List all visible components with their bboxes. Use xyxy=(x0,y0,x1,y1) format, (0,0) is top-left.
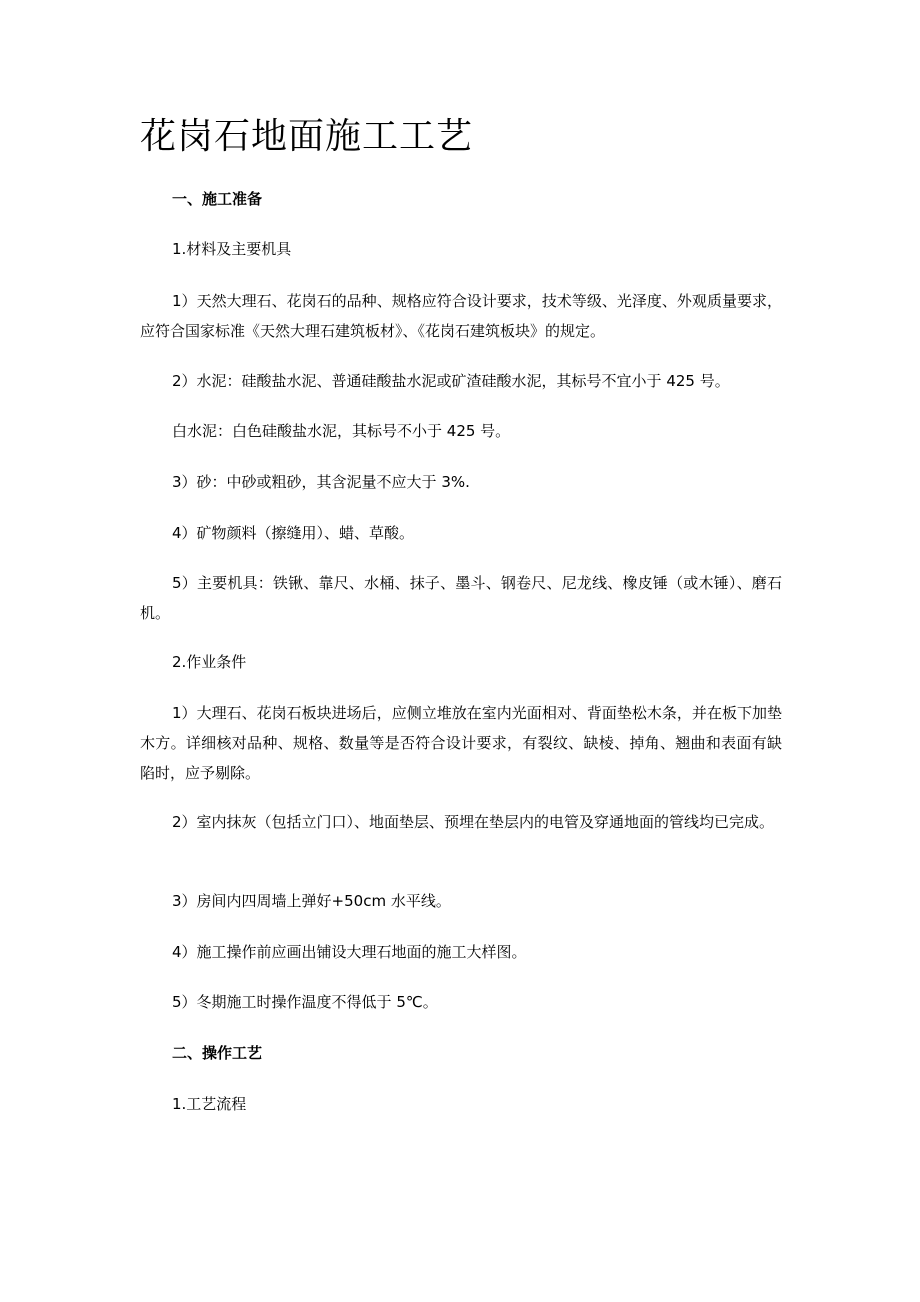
subsection-heading: 1.工艺流程 xyxy=(172,1095,247,1113)
paragraph: 2）水泥：硅酸盐水泥、普通硅酸盐水泥或矿渣硅酸水泥，其标号不宜小于 425 号。 xyxy=(172,372,730,390)
document-title: 花岗石地面施工工艺 xyxy=(140,116,474,157)
paragraph: 3）砂：中砂或粗砂，其含泥量不应大于 3%. xyxy=(172,473,470,491)
paragraph: 5）主要机具：铁锹、靠尺、水桶、抹子、墨斗、钢卷尺、尼龙线、橡皮锤（或木锤）、磨石机。 xyxy=(140,574,782,622)
paragraph: 1）大理石、花岗石板块进场后，应侧立堆放在室内光面相对、背面垫松木条，并在板下加垫木方。详细核对品种、规格、数量等是否符合设计要求，有裂纹、缺棱、掉角、翘曲和表面有缺陷时，应予剔除。 xyxy=(140,704,782,782)
subsection-heading: 2.作业条件 xyxy=(172,653,247,671)
paragraph: 5）冬期施工时操作温度不得低于 5℃。 xyxy=(172,993,438,1011)
paragraph: 4）施工操作前应画出铺设大理石地面的施工大样图。 xyxy=(172,943,527,961)
section-heading: 一、施工准备 xyxy=(172,190,263,208)
subsection-heading: 1.材料及主要机具 xyxy=(172,240,292,258)
paragraph: 白水泥：白色硅酸盐水泥，其标号不小于 425 号。 xyxy=(172,422,511,440)
paragraph: 4）矿物颜料（擦缝用）、蜡、草酸。 xyxy=(172,524,415,542)
paragraph: 1）天然大理石、花岗石的品种、规格应符合设计要求，技术等级、光泽度、外观质量要求，应符合国家标准《天然大理石建筑板材》、《花岗石建筑板块》的规定。 xyxy=(140,292,782,340)
paragraph: 2）室内抹灰（包括立门口）、地面垫层、预埋在垫层内的电管及穿通地面的管线均已完成。 xyxy=(172,813,775,831)
section-heading: 二、操作工艺 xyxy=(172,1044,263,1062)
paragraph: 3）房间内四周墙上弹好+50cm 水平线。 xyxy=(172,892,451,910)
